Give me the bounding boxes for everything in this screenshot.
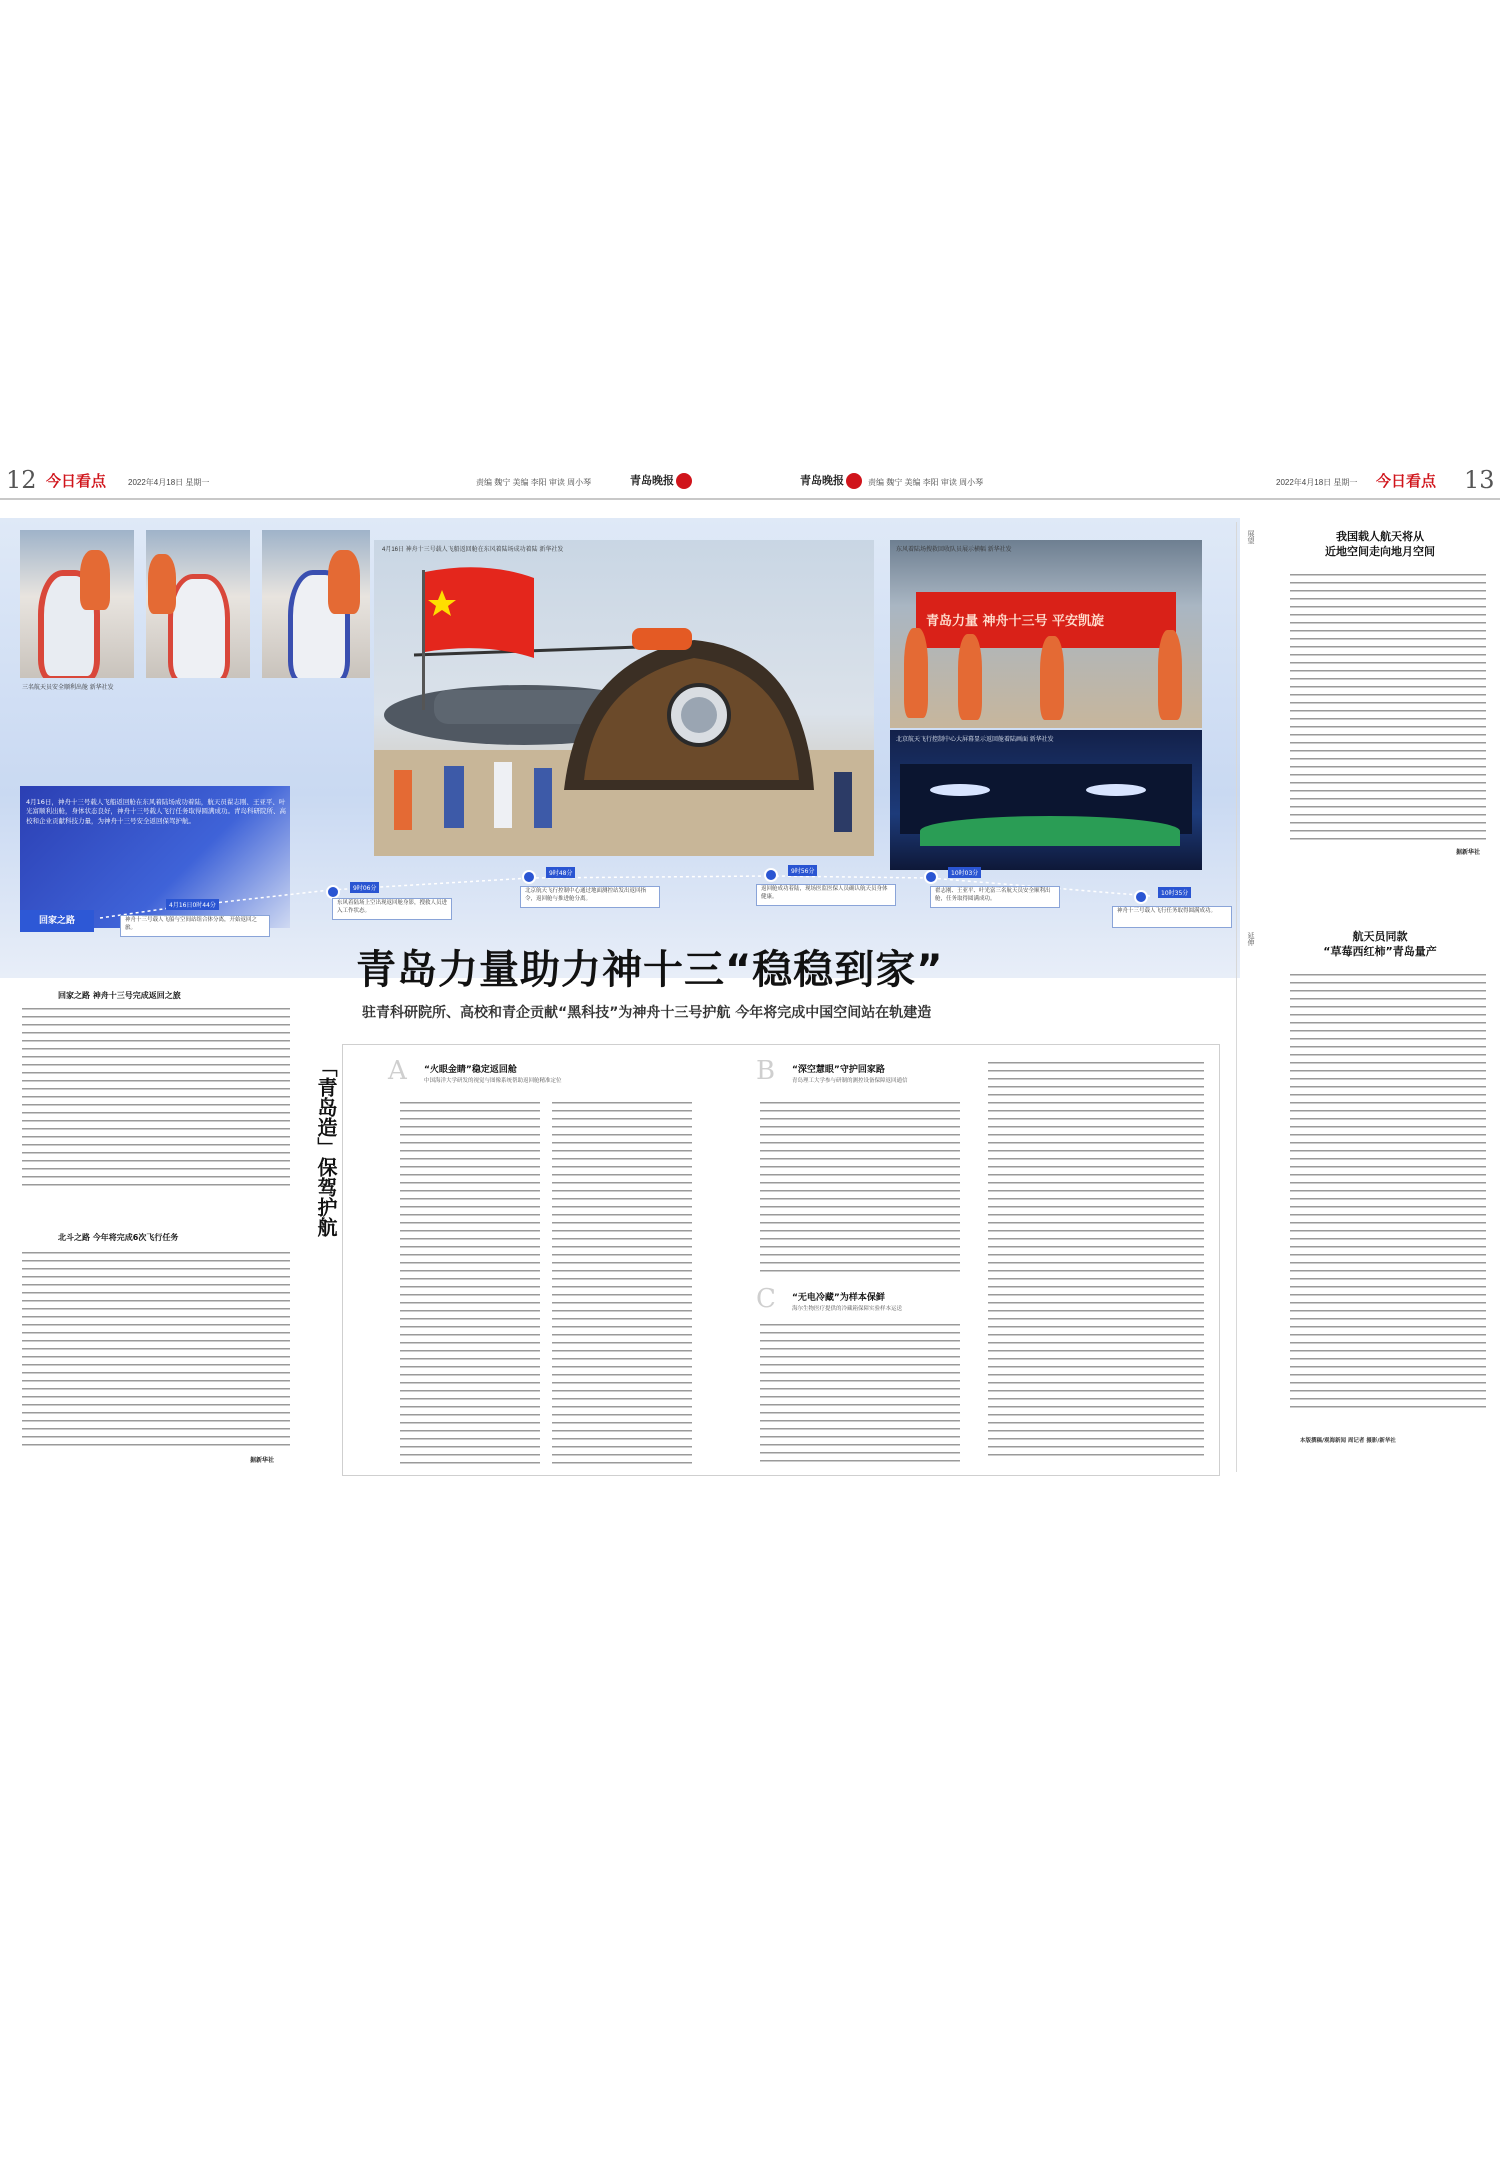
timeline-time-2: 9时06分 bbox=[350, 882, 379, 893]
timeline-dot bbox=[326, 885, 340, 899]
timeline-entry-6: 神舟十三号载人飞行任务取得圆满成功。 bbox=[1112, 906, 1232, 928]
section-a-title: “火眼金睛”稳定返回舱 bbox=[424, 1065, 517, 1075]
section-b-letter: B bbox=[756, 1056, 776, 1086]
vertical-section-title: 「青岛造」保驾护航 bbox=[314, 1057, 338, 1237]
section-b-title: “深空慧眼”守护回家路 bbox=[792, 1065, 885, 1075]
control-photo-caption: 北京航天飞行控制中心大屏幕显示返回舱着陆画面 新华社发 bbox=[896, 737, 1054, 743]
section-b-body-col-2 bbox=[988, 1062, 1204, 1462]
timeline-dot bbox=[522, 870, 536, 884]
astronaut-photo-caption: 三名航天员安全顺利出舱 新华社发 bbox=[22, 685, 114, 691]
section-c-letter: C bbox=[756, 1284, 776, 1314]
intro-text: 4月16日，神舟十三号载人飞船返回舱在东风着陆场成功着陆，航天员翟志刚、王亚平、叶光富顺利出舱，身体状态良好，神舟十三号载人飞行任务取得圆满成功。青岛科研院所、高校和企业贡献科技力量，为神舟十三号安全返回保驾护航。 bbox=[26, 798, 286, 825]
page-header bbox=[0, 462, 1500, 500]
timeline-entry-4: 返回舱成功着陆，现场医监医保人员确认航天员身体健康。 bbox=[756, 884, 896, 906]
left-section-title: 今日看点 bbox=[46, 472, 107, 490]
timeline-entry-3: 北京航天飞行控制中心通过地面测控站发出返回指令，返回舱与推进舱分离。 bbox=[520, 886, 660, 908]
rescue-photo-caption: 东风着陆场搜救回收队员展示横幅 新华社发 bbox=[896, 547, 1012, 553]
left-page-number: 12 bbox=[6, 466, 37, 494]
section-b-body-col-1 bbox=[760, 1102, 960, 1272]
return-journey-tag: 回家之路 bbox=[20, 910, 94, 932]
timeline-time-5: 10时03分 bbox=[948, 867, 981, 878]
timeline-time-6: 10时35分 bbox=[1158, 887, 1191, 898]
timeline-dot bbox=[1134, 890, 1148, 904]
right-article-1-author: 据新华社 bbox=[1456, 849, 1481, 856]
main-headline: 青岛力量助力神十三“稳稳到家” bbox=[356, 947, 944, 993]
timeline-time-4: 9时56分 bbox=[788, 865, 817, 876]
right-article-1-body bbox=[1290, 574, 1486, 844]
photo-banner bbox=[0, 518, 1240, 978]
timeline-time-3: 9时48分 bbox=[546, 867, 575, 878]
section-a-body-col-1 bbox=[400, 1102, 540, 1464]
right-article-1-title: 我国载人航天将从 近地空间走向地月空间 bbox=[1325, 530, 1435, 558]
column-divider bbox=[1236, 522, 1237, 1472]
left-col-body-2 bbox=[22, 1252, 290, 1452]
right-page-number: 13 bbox=[1464, 466, 1495, 494]
right-masthead: 青岛晚报 bbox=[800, 472, 862, 489]
timeline-entry-1: 神舟十三号载人飞船与空间站组合体分离，开始返回之旅。 bbox=[120, 915, 270, 937]
left-date: 2022年4月18日 星期一 bbox=[128, 478, 210, 487]
left-editors: 责编 魏宁 美编 李阳 审读 周小琴 bbox=[476, 478, 592, 487]
masthead-logo-icon bbox=[846, 473, 862, 489]
left-col-section-1-title: 回家之路 神舟十三号完成返回之旅 bbox=[58, 991, 181, 1000]
sub-headline: 驻青科研院所、高校和青企贡献“黑科技”为神舟十三号护航 今年将完成中国空间站在轨建造 bbox=[362, 1005, 932, 1021]
banner-sign: 青岛力量 神舟十三号 平安凯旋 bbox=[916, 592, 1176, 648]
timeline-time-1: 4月16日0时44分 bbox=[166, 899, 219, 910]
section-a-body-col-2 bbox=[552, 1102, 692, 1464]
timeline-entry-5: 翟志刚、王亚平、叶光富三名航天员安全顺利出舱，任务取得圆满成功。 bbox=[930, 886, 1060, 908]
section-c-body bbox=[760, 1324, 960, 1464]
left-masthead: 青岛晚报 bbox=[630, 472, 692, 489]
right-section-title: 今日看点 bbox=[1376, 472, 1437, 490]
section-c-title: “无电冷藏”为样本保鲜 bbox=[792, 1293, 885, 1303]
right-label-top: 展望 bbox=[1247, 530, 1255, 544]
right-editors: 责编 魏宁 美编 李阳 审读 周小琴 bbox=[868, 478, 984, 487]
left-col-section-2-title: 北斗之路 今年将完成6次飞行任务 bbox=[58, 1233, 179, 1242]
timeline-dot bbox=[764, 868, 778, 882]
masthead-logo-icon bbox=[676, 473, 692, 489]
timeline-entry-2: 东风着陆场上空出现返回舱身影，搜救人员进入工作状态。 bbox=[332, 898, 452, 920]
section-a-subtitle: 中国海洋大学研发的视觉与图像系统帮助返回舱精准定位 bbox=[424, 1078, 562, 1084]
newspaper-spread bbox=[0, 462, 1500, 1477]
section-a-letter: A bbox=[388, 1056, 407, 1086]
section-c-subtitle: 海尔生物医疗提供的冷藏箱保障实验样本运送 bbox=[792, 1306, 903, 1312]
page-credit: 本版撰稿/观海新闻 周记者 摄影/新华社 bbox=[1300, 1438, 1396, 1444]
left-col-body-1 bbox=[22, 1008, 290, 1188]
right-article-2-body bbox=[1290, 974, 1486, 1414]
main-photo-caption: 4月16日 神舟十三号载人飞船返回舱在东风着陆场成功着陆 新华社发 bbox=[382, 547, 564, 553]
right-date: 2022年4月18日 星期一 bbox=[1276, 478, 1358, 487]
section-b-subtitle: 青岛理工大学参与研制的测控设备保障返回通信 bbox=[792, 1078, 908, 1084]
right-label-bottom: 延伸 bbox=[1247, 932, 1255, 946]
left-col-author: 据新华社 bbox=[250, 1457, 275, 1464]
timeline-dot bbox=[924, 870, 938, 884]
right-article-2-title: 航天员同款 “草莓西红柿”青岛量产 bbox=[1323, 930, 1437, 958]
